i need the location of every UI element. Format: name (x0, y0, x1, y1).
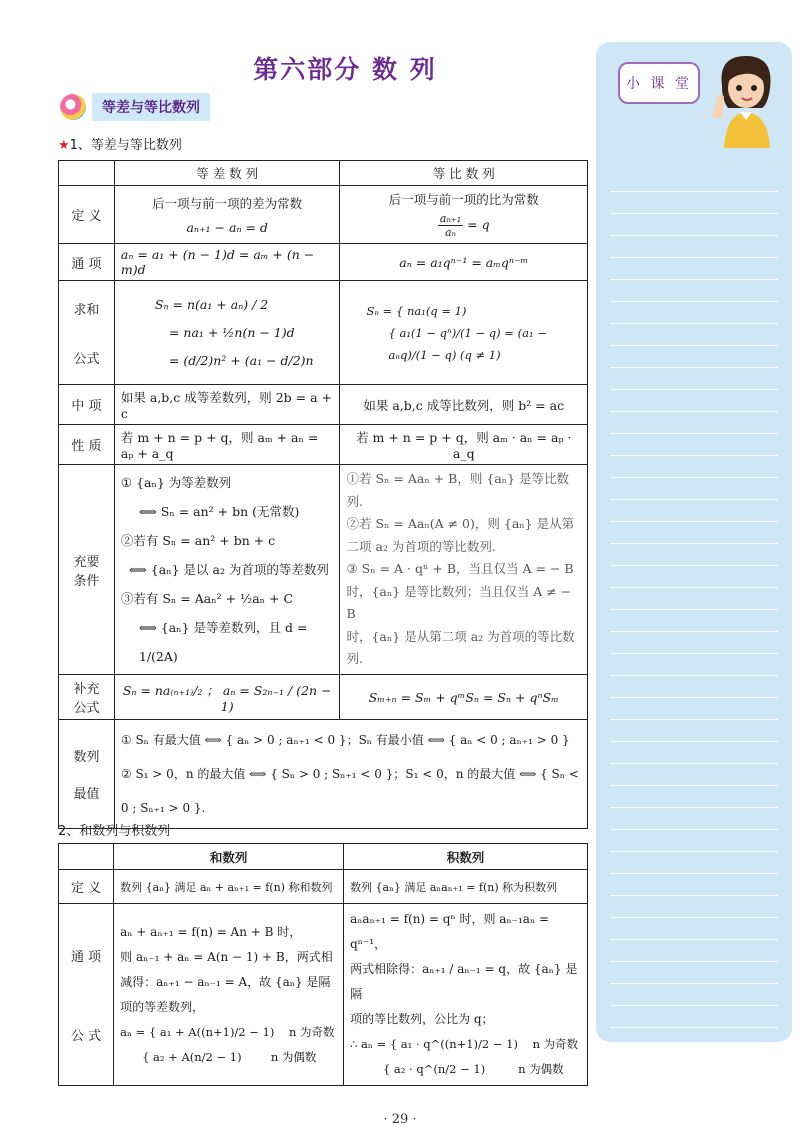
table-row-formula (59, 904, 588, 1086)
arith-sum-line: Sₙ = n(a₁ + aₙ) / 2 (154, 296, 269, 312)
arith-condition-line: ⟺ {aₙ} 是以 a₂ 为首项的等差数列 (128, 562, 329, 577)
note-line (610, 852, 778, 874)
row-label: 中 项 (59, 385, 115, 425)
notes-sidebar (596, 42, 792, 1042)
row-label-top: 充要 (73, 554, 100, 570)
product-formula-line: aₙaₙ₊₁ = f(n) = qⁿ 时，则 aₙ₋₁aₙ = (350, 912, 550, 926)
arith-sum-cell (114, 281, 340, 385)
table-row-necessary (59, 465, 588, 675)
table-row-definition (59, 870, 588, 904)
sidebar-chip: 小 课 堂 (618, 62, 700, 104)
arith-sum-line: = na₁ + ½n(n − 1)d (168, 324, 295, 340)
fraction-denominator: aₙ (445, 226, 457, 239)
geo-definition-formula (346, 212, 581, 239)
note-line (610, 896, 778, 918)
star-icon: ★ (58, 138, 70, 153)
table-row-extremum (59, 720, 588, 829)
geo-definition-text: 后一项与前一项的比为常数 (388, 192, 539, 207)
sum-formula-line: 则 aₙ₋₁ + aₙ = A(n − 1) + B，两式相 (120, 949, 333, 964)
table-row-middle (59, 385, 588, 425)
note-lines (610, 170, 778, 1050)
page-number: · 29 · (383, 1112, 417, 1127)
extremum-line: ① Sₙ 有最大值 ⟺ { aₙ > 0 ; aₙ₊₁ < 0 }；Sₙ 有最小值 ⟺ { aₙ < 0 ; aₙ₊₁ > 0 } (120, 733, 570, 747)
arith-property: 若 m + n = p + q，则 aₘ + aₙ = aₚ + a_q (114, 425, 340, 465)
sum-formula-cell (114, 904, 344, 1086)
sum-formula-line: { a₂ + A(n/2 − 1) n 为偶数 (120, 1049, 317, 1064)
table-row-sum (59, 281, 588, 385)
row-label-bottom: 条件 (73, 573, 100, 589)
note-line (610, 1028, 778, 1050)
note-line (610, 434, 778, 456)
page-title: 第六部分 数 列 (253, 55, 437, 84)
sum-product-table (58, 843, 588, 1086)
corner-cell (59, 161, 115, 186)
row-label: 定 义 (59, 186, 115, 244)
col-header-product: 积数列 (344, 844, 588, 870)
corner-cell (59, 844, 114, 870)
note-line (610, 764, 778, 786)
geo-condition-line: ②若 Sₙ = Aaₙ(A ≠ 0)，则 {aₙ} 是从第 (346, 516, 575, 532)
row-label-bottom: 公式 (73, 351, 100, 367)
note-line (610, 214, 778, 236)
geo-definition-cell (340, 186, 588, 244)
note-line (610, 478, 778, 500)
product-formula-line: 项的等比数列，公比为 q； (350, 1012, 494, 1026)
row-label-bottom: 公式 (73, 701, 100, 716)
note-line (610, 390, 778, 412)
col-header-geo: 等 比 数 列 (340, 161, 588, 186)
note-line (610, 962, 778, 984)
col-header-arith: 等 差 数 列 (114, 161, 340, 186)
teacher-avatar-icon (704, 48, 784, 148)
arith-definition-formula: aₙ₊₁ − aₙ = d (186, 220, 268, 235)
note-line (610, 874, 778, 896)
fraction-rhs: = q (467, 217, 490, 232)
row-label-top: 数列 (73, 750, 100, 765)
note-line (610, 324, 778, 346)
product-definition: 数列 {aₙ} 满足 aₙaₙ₊₁ = f(n) 称为积数列 (344, 870, 588, 904)
row-label-bottom: 公 式 (71, 1028, 102, 1044)
arith-necessary-cell (114, 465, 340, 675)
geo-condition-line: 二项 a₂ 为首项的等比数列. (346, 538, 496, 554)
geo-ratio-fraction (438, 212, 463, 239)
note-line (610, 676, 778, 698)
table-row-definition (59, 186, 588, 244)
geo-sum-line: Sₙ = { na₁(q = 1) (366, 303, 467, 318)
note-line (610, 940, 778, 962)
geo-condition-line: 时，{aₙ} 是从第二项 a₂ 为首项的等比数 (346, 628, 575, 644)
note-line (610, 984, 778, 1006)
note-line (610, 654, 778, 676)
geo-general-term: aₙ = a₁qⁿ⁻¹ = aₘqⁿ⁻ᵐ (340, 244, 588, 281)
table-header-row (59, 844, 588, 870)
extremum-cell (114, 720, 587, 829)
arith-middle: 如果 a,b,c 成等差数列，则 2b = a + c (114, 385, 340, 425)
row-label-supplement (59, 675, 115, 720)
note-line (610, 192, 778, 214)
arith-geo-table (58, 160, 588, 829)
product-formula-line: 两式相除得：aₙ₊₁ / aₙ₋₁ = q，故 {aₙ} 是隔 (350, 962, 578, 1001)
geo-supplement: Sₘ₊ₙ = Sₘ + qᵐSₙ = Sₙ + qⁿSₘ (340, 675, 588, 720)
product-formula-line: qⁿ⁻¹， (350, 937, 387, 951)
arith-condition-line: ⟺ {aₙ} 是等差数列，且 d = 1/(2A) (138, 620, 308, 664)
part2-heading: 2、和数列与积数列 (58, 824, 171, 839)
arith-definition-text: 后一项与前一项的差为常数 (152, 196, 303, 211)
note-line (610, 610, 778, 632)
product-formula-line: ∴ aₙ = { a₁ · q^((n+1)/2 − 1) n 为奇数 (350, 1037, 579, 1051)
product-formula-line: { a₂ · q^(n/2 − 1) n 为偶数 (350, 1062, 564, 1076)
row-label-bottom: 最值 (73, 787, 100, 802)
arith-general-term: aₙ = a₁ + (n − 1)d = aₘ + (n − m)d (114, 244, 340, 281)
note-line (610, 786, 778, 808)
note-line (610, 632, 778, 654)
note-line (610, 588, 778, 610)
note-line (610, 258, 778, 280)
note-line (610, 236, 778, 258)
table-row-general-term (59, 244, 588, 281)
part1-heading-text: 1、等差与等比数列 (69, 138, 182, 153)
note-line (610, 170, 778, 192)
table-row-property (59, 425, 588, 465)
row-label-extremum (59, 720, 115, 829)
col-header-sum: 和数列 (114, 844, 344, 870)
part1-heading (58, 134, 182, 153)
extremum-line: ② S₁ > 0，n 的最大值 ⟺ { Sₙ > 0 ; Sₙ₊₁ < 0 }；S₁ < 0，n 的最大值 ⟺ { Sₙ < 0 ; Sₙ₊₁ > 0 }. (120, 767, 579, 815)
sum-formula-line: aₙ + aₙ₊₁ = f(n) = An + B 时， (120, 924, 302, 939)
geo-condition-line: 时，{aₙ} 是等比数列；当且仅当 A ≠ − B (346, 583, 572, 622)
geo-middle: 如果 a,b,c 成等比数列，则 b² = ac (340, 385, 588, 425)
sum-formula-line: aₙ = { a₁ + A((n+1)/2 − 1) n 为奇数 (120, 1024, 335, 1039)
note-line (610, 456, 778, 478)
bullet-ball-icon (60, 94, 86, 120)
section-badge-label: 等差与等比数列 (92, 93, 210, 121)
arith-condition-line: ②若有 Sₙ = an² + bn + c (120, 533, 276, 548)
note-line (610, 830, 778, 852)
arith-condition-line: ① {aₙ} 为等差数列 (120, 475, 232, 490)
product-formula-cell (344, 904, 588, 1086)
fraction-numerator: aₙ₊₁ (439, 212, 462, 225)
arith-supplement: Sₙ = na₍ₙ₊₁₎/₂ ； aₙ = S₂ₙ₋₁ / (2n − 1) (114, 675, 340, 720)
row-label: 通 项 (59, 244, 115, 281)
table-row-supplement (59, 675, 588, 720)
note-line (610, 544, 778, 566)
note-line (610, 698, 778, 720)
row-label-top: 求和 (73, 302, 100, 318)
note-line (610, 918, 778, 940)
section-badge (60, 92, 210, 122)
note-line (610, 808, 778, 830)
row-label-top: 通 项 (71, 949, 102, 965)
note-line (610, 522, 778, 544)
geo-condition-line: 列. (346, 493, 363, 509)
note-line (610, 346, 778, 368)
geo-condition-line: 列. (346, 651, 363, 667)
arith-definition-cell (114, 186, 340, 244)
note-line (610, 742, 778, 764)
note-line (610, 412, 778, 434)
sum-formula-line: 减得：aₙ₊₁ − aₙ₋₁ = A，故 {aₙ} 是隔 (120, 974, 331, 989)
row-label-sum (59, 281, 115, 385)
geo-property: 若 m + n = p + q，则 aₘ · aₙ = aₚ · a_q (340, 425, 588, 465)
geo-condition-line: ①若 Sₙ = Aaₙ + B，则 {aₙ} 是等比数 (346, 471, 570, 487)
note-line (610, 302, 778, 324)
note-line (610, 1006, 778, 1028)
sum-formula-line: 项的等差数列， (120, 999, 205, 1014)
note-line (610, 566, 778, 588)
arith-sum-line: = (d/2)n² + (a₁ − d/2)n (168, 352, 314, 368)
arith-condition-line: ⟺ Sₙ = an² + bn (无常数) (138, 504, 300, 519)
arith-condition-line: ③若有 Sₙ = Aaₙ² + ½aₙ + C (120, 591, 294, 606)
geo-condition-line: ③ Sₙ = A · qⁿ + B，当且仅当 A = − B (346, 561, 574, 577)
note-line (610, 368, 778, 390)
row-label: 定 义 (59, 870, 114, 904)
note-line (610, 720, 778, 742)
row-label-necessary (59, 465, 115, 675)
row-label-formula (59, 904, 114, 1086)
note-line (610, 280, 778, 302)
table-header-row (59, 161, 588, 186)
note-line (610, 500, 778, 522)
sum-definition: 数列 {aₙ} 满足 aₙ + aₙ₊₁ = f(n) 称和数列 (114, 870, 344, 904)
geo-necessary-cell (340, 465, 588, 675)
geo-sum-cell (340, 281, 588, 385)
row-label-top: 补充 (73, 682, 100, 697)
row-label: 性 质 (59, 425, 115, 465)
geo-sum-line: { a₁(1 − qⁿ)/(1 − q) = (a₁ − aₙq)/(1 − q) (q ≠ 1) (388, 325, 547, 362)
